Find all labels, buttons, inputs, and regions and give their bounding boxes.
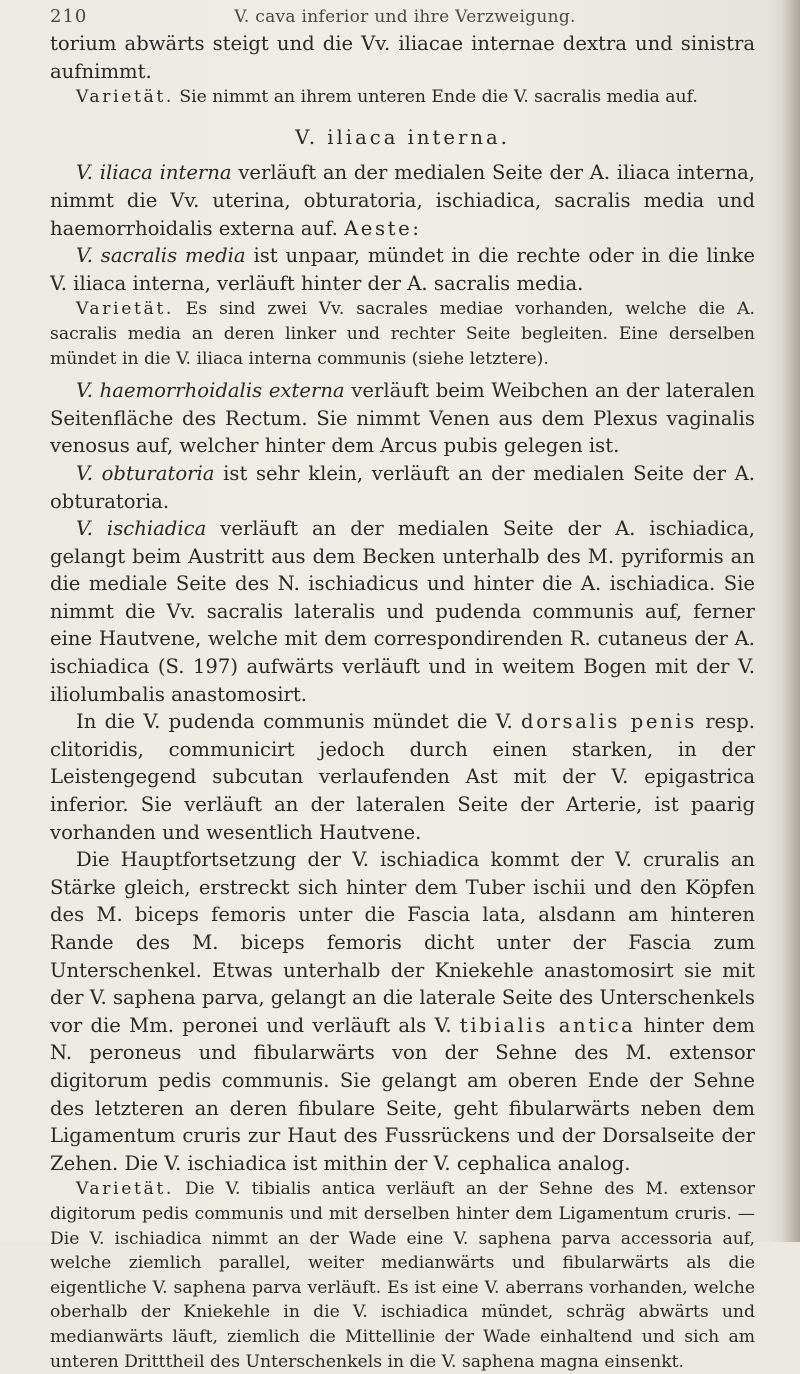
paragraph-text: torium abwärts steigt und die Vv. iliacae internae dextra und sinistra aufnimmt. — [50, 32, 755, 83]
paragraph-text: Die Hauptfortsetzung der V. ischiadica kommt der V. cruralis an Stärke gleich, erstreckt sich hinter dem Tuber ischii und den Köpfen des M. biceps femoris unter die Fascia lata, alsdann am hinteren Rande des M. biceps femoris dicht unter der Fascia zum Unterschenkel. Etwas unterhalb der Kniekehle anastomosirt sie mit der V. saphena parva, gelangt an die laterale Seite des Unterschenkels vor die Mm. peronei und verläuft als V. — [50, 848, 755, 1037]
paragraph-text: ist sehr klein, verläuft an der medialen Seite der A. obturatoria. — [50, 461, 756, 513]
paragraph-text: verläuft an der medialen Seite der A. ischiadica, gelangt beim Austritt aus dem Becken unterhalb des M. pyriformis an die mediale Seite des N. ischiadicus und hinter die A. ischiadica. Sie nimmt die Vv. sacralis lateralis und pudenda communis auf, ferner eine Hautvene, welche mit dem correspondirenden R. cutaneus der A. ischiadica (S. 197) aufwärts verläuft und in weitem Bogen mit der V. iliolumbalis anastomosirt. — [50, 517, 755, 706]
term: V. iliaca interna — [76, 161, 232, 185]
varietaet-note-1 — [50, 85, 755, 110]
paragraph-obturatoria — [50, 460, 755, 515]
paragraph-text: hinter dem N. peroneus und fibularwärts von der Sehne des M. extensor digitorum pedis communis. Sie gelangt am oberen Ende der Sehne des letzteren an deren fibulare Seite, geht fibularwärts neben dem Ligamentum cruris zur Haut des Fussrückens und der Dorsalseite der Zehen. Die V. ischiadica ist mithin der V. cephalica analog. — [50, 1013, 756, 1175]
varietaet-text: Die V. tibialis antica verläuft an der Sehne des M. extensor digitorum pedis communis und mit derselben hinter dem Ligamentum cruris. — Die V. ischiadica nimmt an der Wade eine V. saphena parva accessoria auf, welche ziemlich parallel, weiter medianwärts und fibularwärts als die eigentliche V. saphena parva verläuft. Es ist eine V. aberrans vorhanden, welche oberhalb der Kniekehle in die V. ischiadica mündet, schräg abwärts und medianwärts läuft, ziemlich die Mittellinie der Wade einhaltend und sich am unteren Dritttheil des Unterschenkels in die V. saphena magna einsenkt. — [50, 1179, 755, 1372]
term: V. haemorrhoidalis externa — [76, 379, 345, 403]
paragraph-text: ist unpaar, mündet in die rechte oder in die linke V. iliaca interna, verläuft hinter der A. sacralis media. — [50, 244, 756, 295]
varietaet-note-2 — [50, 297, 755, 371]
paragraph-text: resp. clitoridis, communicirt jedoch durch einen starken, in der Leistengegend subcutan verlaufenden Ast mit der V. epigastrica inferior. Sie verläuft an der lateralen Seite der Arterie, ist paarig vorhanden und wesentlich Hautvene. — [50, 710, 755, 844]
paragraph-text: In die V. pudenda communis mündet die V. — [76, 710, 522, 734]
term: V. ischiadica — [76, 517, 207, 541]
paragraph-hauptfortsetzung — [50, 846, 755, 1177]
page-number: 210 — [50, 6, 88, 27]
paragraph-ischiadica — [50, 515, 755, 708]
paragraph-continuation — [50, 30, 755, 85]
paragraph-text: verläuft beim Weibchen an der lateralen Seitenfläche des Rectum. Sie nimmt Venen aus dem Plexus vaginalis venosus auf, welcher hinter dem Arcus pubis gelegen ist. — [50, 379, 755, 458]
paragraph-sacralis-media — [50, 242, 755, 297]
paragraph-text: verläuft an der medialen Seite der A. iliaca interna, nimmt die Vv. uterina, obturatoria, ischiadica, sacralis media und haemorrhoidalis externa auf. — [50, 161, 755, 240]
spaced-term: dorsalis penis — [521, 710, 697, 734]
spaced-term: tibialis antica — [459, 1013, 636, 1037]
paragraph-haemorrhoidalis — [50, 377, 755, 460]
page-content — [50, 30, 755, 1374]
paragraph-pudenda — [50, 708, 755, 846]
varietaet-note-3 — [50, 1177, 755, 1374]
varietaet-label: Varietät. — [76, 299, 174, 320]
term: V. sacralis media — [76, 244, 246, 268]
page-edge-shadow — [782, 0, 800, 1242]
term: V. obturatoria — [76, 461, 215, 485]
varietaet-label: Varietät. — [76, 1179, 174, 1200]
page-header — [50, 4, 760, 30]
varietaet-text: Sie nimmt an ihrem unteren Ende die V. sacralis media auf. — [173, 87, 698, 108]
section-heading-text: V. iliaca interna. — [295, 125, 510, 149]
varietaet-text: Es sind zwei Vv. sacrales mediae vorhanden, welche die A. sacralis media an deren linker und rechter Seite begleiten. Eine derselben mündet in die V. iliaca interna communis (siehe letztere). — [50, 299, 755, 369]
paragraph-iliaca-interna — [50, 159, 755, 242]
aeste-label: Aeste: — [344, 216, 422, 240]
section-heading — [50, 124, 755, 152]
running-title: V. cava inferior und ihre Verzweigung. — [234, 7, 576, 27]
varietaet-label: Varietät. — [76, 87, 174, 108]
